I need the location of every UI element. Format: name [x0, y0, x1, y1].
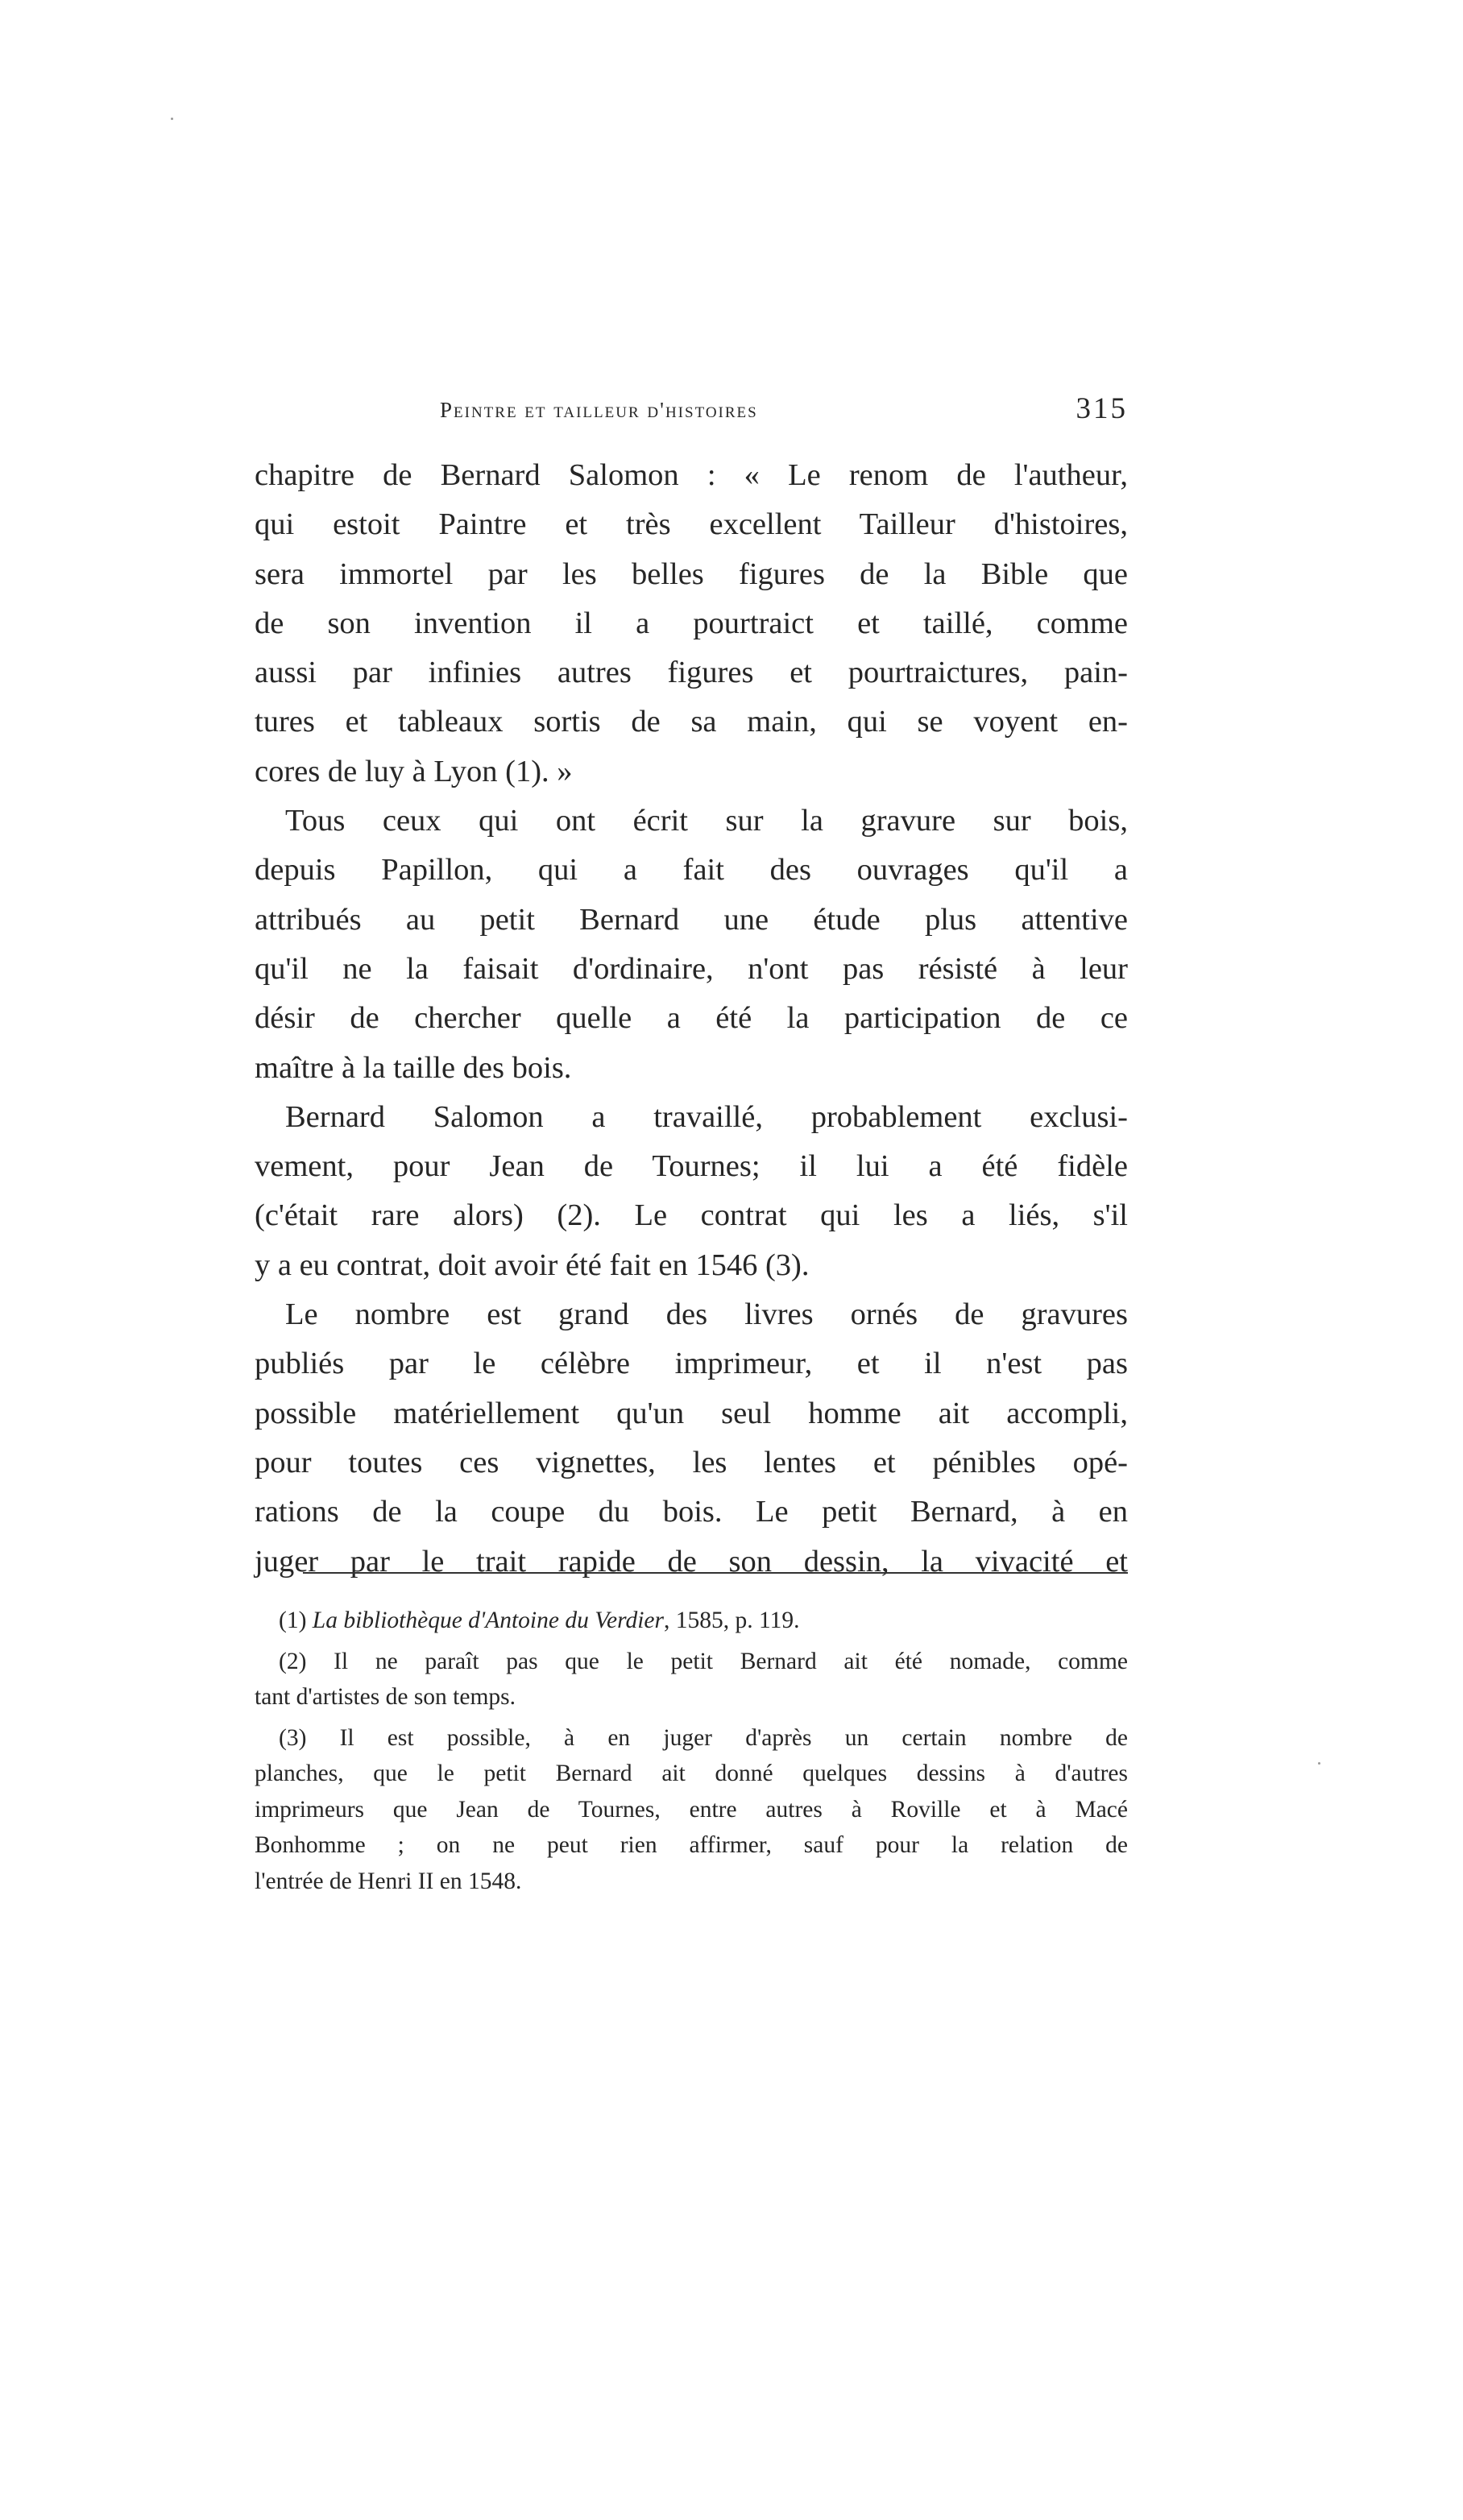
footnotes [255, 1603, 1128, 1899]
footnote-2-line: tant d'artistes de son temps. [255, 1684, 516, 1710]
text-line: publiés par le célèbre imprimeur, et il n'est pas [255, 1347, 1128, 1381]
text-line: maître à la taille des bois. [255, 1050, 572, 1085]
paper-speck [1318, 1762, 1320, 1765]
text-line: aussi par infinies autres figures et pourtraictures, pain- [255, 656, 1128, 690]
footnote-3-line: (3) Il est possible, à en juger d'après un certain nombre de [279, 1724, 1128, 1751]
text-line: juger par le trait rapide de son dessin, la vivacité et [255, 1544, 1128, 1579]
text-line: de son invention il a pourtraict et taillé, comme [255, 606, 1128, 640]
footnote-mark: (1) [279, 1608, 307, 1633]
footnote-3-line: l'entrée de Henri II en 1548. [255, 1868, 522, 1894]
text-line: Bernard Salomon a travaillé, probablement exclusi- [285, 1099, 1128, 1134]
text-line: qu'il ne la faisait d'ordinaire, n'ont pas résisté à leur [255, 951, 1128, 986]
text-line: désir de chercher quelle a été la participation de ce [255, 1001, 1128, 1036]
page-number: 315 [1075, 392, 1128, 425]
text-line: vement, pour Jean de Tournes; il lui a été fidèle [255, 1149, 1128, 1184]
text-line: y a eu contrat, doit avoir été fait en 1546 (3). [255, 1248, 810, 1282]
footnote-rule [303, 1572, 1128, 1574]
paper-speck [171, 118, 173, 120]
text-line: Le nombre est grand des livres ornés de gravures [285, 1297, 1128, 1332]
text-line: attribués au petit Bernard une étude plus attentive [255, 902, 1128, 937]
footnote-3-line: planches, que le petit Bernard ait donné quelques dessins à d'autres [255, 1761, 1128, 1786]
text-line: sera immortel par les belles figures de la Bible que [255, 557, 1128, 591]
text-line: qui estoit Paintre et très excellent Tailleur d'histoires, [255, 507, 1128, 542]
footnote-citation: , 1585, p. 119. [663, 1608, 800, 1633]
running-title: Peintre et tailleur d'histoires [440, 398, 758, 422]
text-line: cores de luy à Lyon (1). » [255, 754, 573, 788]
text-line: pour toutes ces vignettes, les lentes et pénibles opé- [255, 1445, 1128, 1479]
text-line: depuis Papillon, qui a fait des ouvrages qu'il a [255, 853, 1128, 888]
footnote-2-line: (2) Il ne paraît pas que le petit Bernard ait été nomade, comme [279, 1648, 1128, 1674]
footnote-1 [255, 1603, 1128, 1639]
text-line: possible matériellement qu'un seul homme ait accompli, [255, 1396, 1128, 1430]
text-line: Tous ceux qui ont écrit sur la gravure sur bois, [285, 804, 1128, 838]
footnote-3-line: Bonhomme ; on ne peut rien affirmer, sauf pour la relation de [255, 1832, 1128, 1858]
footnote-book-title: La bibliothèque d'Antoine du Verdier [312, 1608, 664, 1633]
text-line: chapitre de Bernard Salomon : « Le renom de l'autheur, [255, 458, 1128, 492]
text-line: tures et tableaux sortis de sa main, qui se voyent en- [255, 705, 1128, 739]
page-header [255, 391, 1128, 440]
text-line: (c'était rare alors) (2). Le contrat qui les a liés, s'il [255, 1198, 1128, 1233]
footnote-3-line: imprimeurs que Jean de Tournes, entre autres à Roville et à Macé [255, 1796, 1128, 1823]
body-text [255, 451, 1128, 1587]
text-line: rations de la coupe du bois. Le petit Bernard, à en [255, 1495, 1128, 1529]
